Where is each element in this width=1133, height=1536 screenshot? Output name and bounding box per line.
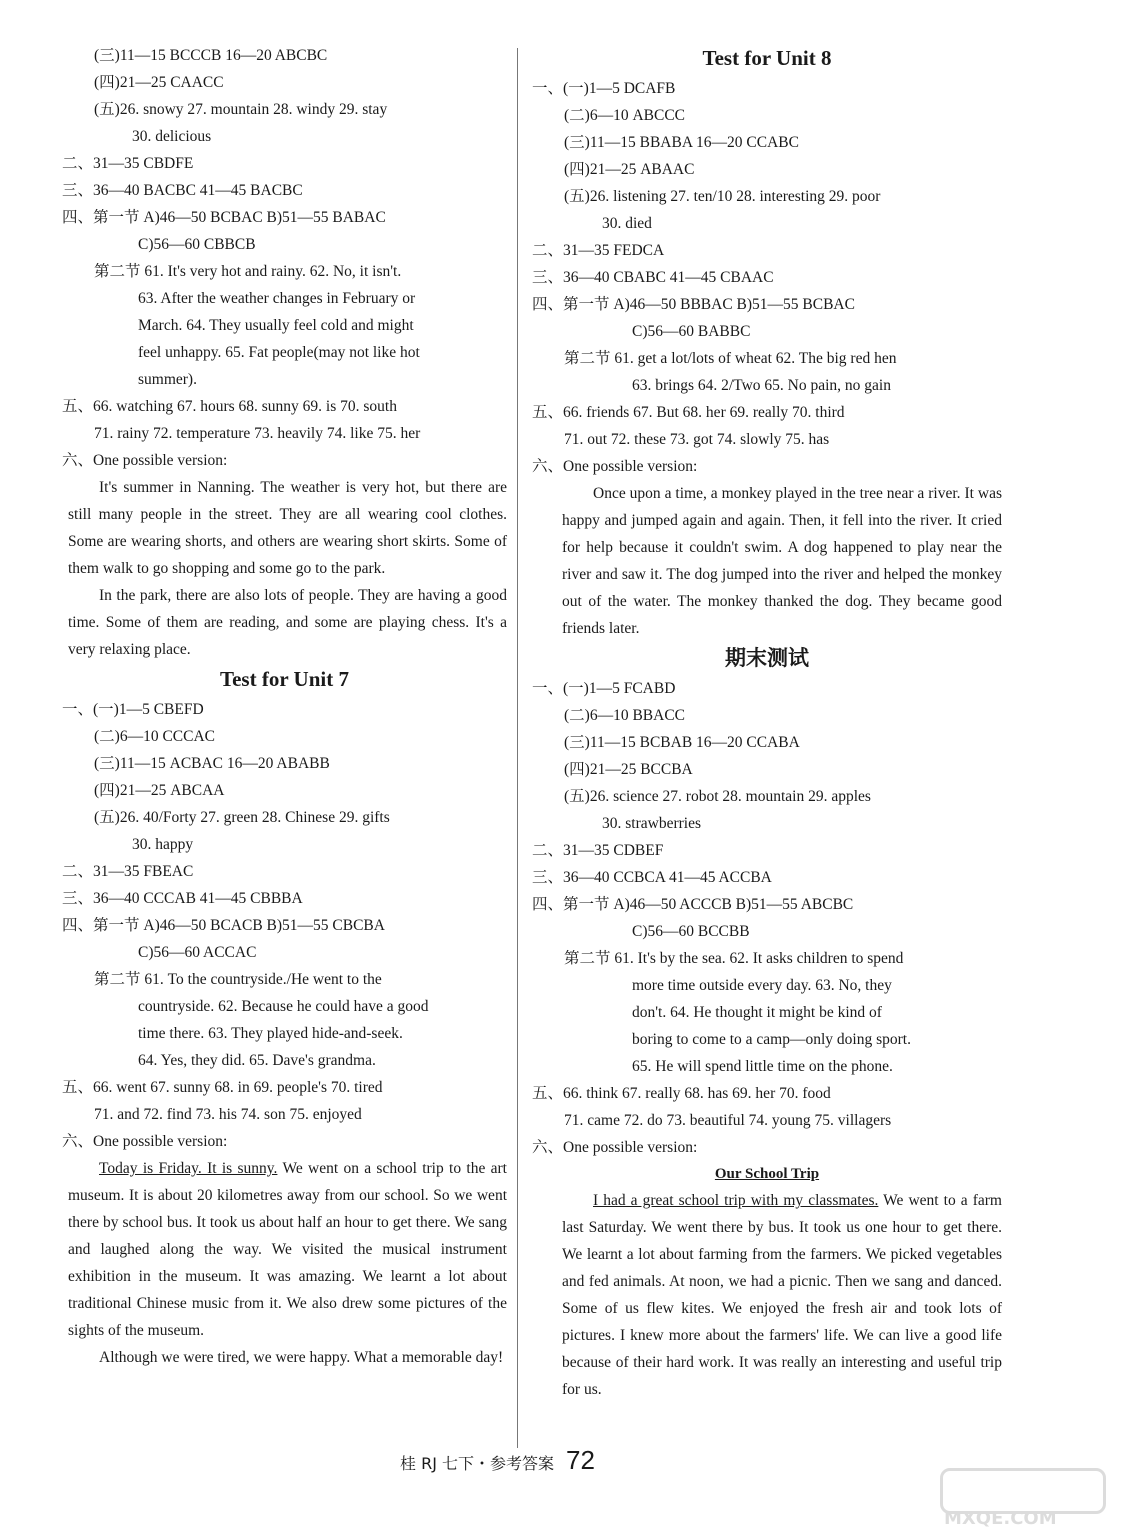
answer-line: (二)6—10 ABCCC (564, 107, 685, 124)
answer-line: 三、36—40 CCBCA 41—45 ACCBA (532, 869, 772, 886)
answer-line: 三、36—40 CCCAB 41—45 CBBBA (62, 890, 303, 907)
essay-text: We went to a farm last Saturday. We went there by bus. It took us one hour to get there. We learnt a lot about farming from the farmers. We picked vegetables and fed animals. At noon, we had a picnic. Then we sang and danced. Some of us flew kites. We enjoyed the fresh air and took lots of pictures. I knew more about the farmers' life. We can live a good life because of their hard work. It was really an interesting and useful trip for us. (562, 1192, 1002, 1398)
section-title-unit8: Test for Unit 8 (702, 46, 832, 70)
answer-line: 四、第一节 A)46—50 BCBAC B)51—55 BABAC (62, 209, 386, 226)
answer-line: 第二节 61. It's by the sea. 62. It asks children to spend (564, 950, 904, 967)
answer-line: feel unhappy. 65. Fat people(may not like hot (138, 344, 420, 361)
answer-line: 71. came 72. do 73. beautiful 74. young 75. villagers (564, 1112, 892, 1129)
essay-paragraph (532, 1187, 1002, 1403)
answer-line: 一、(一)1—5 DCAFB (532, 80, 676, 97)
answer-line: 71. out 72. these 73. got 74. slowly 75. has (564, 431, 830, 448)
answer-line: (三)11—15 BCBAB 16—20 CCABA (564, 734, 800, 751)
column-divider (517, 48, 518, 1448)
answer-line: (五)26. 40/Forty 27. green 28. Chinese 29. gifts (94, 809, 390, 826)
answer-line: countryside. 62. Because he could have a good (138, 998, 429, 1015)
answer-line: 四、第一节 A)46—50 BBBAC B)51—55 BCBAC (532, 296, 855, 313)
answer-line: time there. 63. They played hide-and-seek. (138, 1025, 403, 1042)
answer-line: 65. He will spend little time on the phone. (632, 1058, 893, 1075)
answer-line: (三)11—15 BBABA 16—20 CCABC (564, 134, 799, 151)
answer-line: summer). (138, 371, 197, 388)
essay-paragraph: Once upon a time, a monkey played in the tree near a river. It was happy and jumped again and again. Then, it fell into the river. It cried for help because it couldn't swim. A dog happened to play near the river and saw it. The dog jumped into the river and helped the monkey out of the water. The monkey thanked the dog. They became good friends later. (562, 485, 1002, 637)
answer-line: 30. died (602, 215, 652, 232)
answer-line: (四)21—25 CAACC (94, 74, 224, 91)
answer-line: (四)21—25 ABCAA (94, 782, 225, 799)
answer-line: C)56—60 ACCAC (138, 944, 257, 961)
answer-line: 二、31—35 FEDCA (532, 242, 665, 259)
answer-line: 六、One possible version: (62, 452, 228, 469)
answer-line: (五)26. listening 27. ten/10 28. interesting 29. poor (564, 188, 881, 205)
answer-line: don't. 64. He thought it might be kind of (632, 1004, 882, 1021)
answer-line: 71. and 72. find 73. his 74. son 75. enjoyed (94, 1106, 362, 1123)
right-column (532, 42, 1002, 1403)
answer-line: C)56—60 BABBC (632, 323, 751, 340)
answer-line: boring to come to a camp—only doing sport. (632, 1031, 911, 1048)
answer-line: March. 64. They usually feel cold and might (138, 317, 414, 334)
section-title-unit7: Test for Unit 7 (220, 667, 349, 691)
answer-line: 三、36—40 BACBC 41—45 BACBC (62, 182, 303, 199)
answer-line: 五、66. think 67. really 68. has 69. her 70. food (532, 1085, 831, 1102)
essay-paragraph (62, 1155, 507, 1344)
answer-line: (五)26. science 27. robot 28. mountain 29. apples (564, 788, 871, 805)
answer-line: 六、One possible version: (532, 458, 698, 475)
answer-line: 三、36—40 CBABC 41—45 CBAAC (532, 269, 774, 286)
answer-line: 63. brings 64. 2/Two 65. No pain, no gain (632, 377, 891, 394)
page-footer (400, 1440, 595, 1480)
answer-line: 一、(一)1—5 FCABD (532, 680, 676, 697)
answer-line: 71. rainy 72. temperature 73. heavily 74. like 75. her (94, 425, 421, 442)
section-title-final: 期末测试 (725, 646, 809, 670)
essay-title: Our School Trip (714, 1166, 820, 1182)
answer-line: 30. delicious (132, 128, 212, 145)
answer-line: 四、第一节 A)46—50 ACCCB B)51—55 ABCBC (532, 896, 854, 913)
answer-line: 30. happy (132, 836, 194, 853)
essay-opening-sentence: I had a great school trip with my classmates. (593, 1192, 879, 1209)
answer-line: 五、66. went 67. sunny 68. in 69. people's 70. tired (62, 1079, 383, 1096)
answer-line: 四、第一节 A)46—50 BCACB B)51—55 CBCBA (62, 917, 385, 934)
essay-paragraph: In the park, there are also lots of people. They are having a good time. Some of them are reading, and some are playing chess. It's a very relaxing place. (68, 587, 507, 658)
answer-line: more time outside every day. 63. No, they (632, 977, 892, 994)
answer-line: (四)21—25 ABAAC (564, 161, 695, 178)
watermark-site-text: MXQE.COM (944, 1508, 1057, 1529)
answer-line: 第二节 61. To the countryside./He went to the (94, 971, 382, 988)
left-column (62, 42, 507, 1371)
answer-line: 63. After the weather changes in February or (138, 290, 416, 307)
essay-paragraph: Although we were tired, we were happy. What a memorable day! (99, 1349, 504, 1366)
answer-line: 第二节 61. It's very hot and rainy. 62. No, it isn't. (94, 263, 402, 280)
essay-text: We went on a school trip to the art museum. It is about 20 kilometres away from our school. So we went there by school bus. It took us about half an hour to get there. We sang and laughed along the way. We visited the musical instrument exhibition in the museum. It was amazing. We learnt a lot about traditional Chinese music from it. We also drew some pictures of the sights of the museum. (68, 1160, 507, 1339)
answer-line: 五、66. friends 67. But 68. her 69. really 70. third (532, 404, 845, 421)
answer-line: 30. strawberries (602, 815, 701, 832)
answer-line: (三)11—15 BCCCB 16—20 ABCBC (94, 47, 328, 64)
page-number: 72 (566, 1445, 595, 1475)
footer-label: 桂 RJ 七下・参考答案 (400, 1454, 555, 1473)
answer-line: (二)6—10 BBACC (564, 707, 685, 724)
watermark-logo (940, 1468, 1100, 1530)
essay-paragraph: It's summer in Nanning. The weather is very hot, but there are still many people in the street. They are all wearing cool clothes. Some are wearing shorts, and others are wearing short skirts. Some of them walk to go shopping and some go to the park. (68, 479, 507, 577)
answer-line: 第二节 61. get a lot/lots of wheat 62. The big red hen (564, 350, 897, 367)
answer-line: C)56—60 BCCBB (632, 923, 750, 940)
answer-line: (四)21—25 BCCBA (564, 761, 693, 778)
essay-opening-sentence: Today is Friday. It is sunny. (99, 1160, 278, 1177)
answer-line: 64. Yes, they did. 65. Dave's grandma. (138, 1052, 376, 1069)
answer-line: 一、(一)1—5 CBEFD (62, 701, 204, 718)
answer-line: 二、31—35 CDBEF (532, 842, 664, 859)
answer-line: (二)6—10 CCCAC (94, 728, 215, 745)
answer-line: 二、31—35 FBEAC (62, 863, 194, 880)
answer-line: 六、One possible version: (62, 1133, 228, 1150)
answer-line: 六、One possible version: (532, 1139, 698, 1156)
answer-line: C)56—60 CBBCB (138, 236, 256, 253)
answer-line: 五、66. watching 67. hours 68. sunny 69. is 70. south (62, 398, 397, 415)
answer-line: (五)26. snowy 27. mountain 28. windy 29. stay (94, 101, 388, 118)
answer-line: (三)11—15 ACBAC 16—20 ABABB (94, 755, 330, 772)
answer-line: 二、31—35 CBDFE (62, 155, 194, 172)
